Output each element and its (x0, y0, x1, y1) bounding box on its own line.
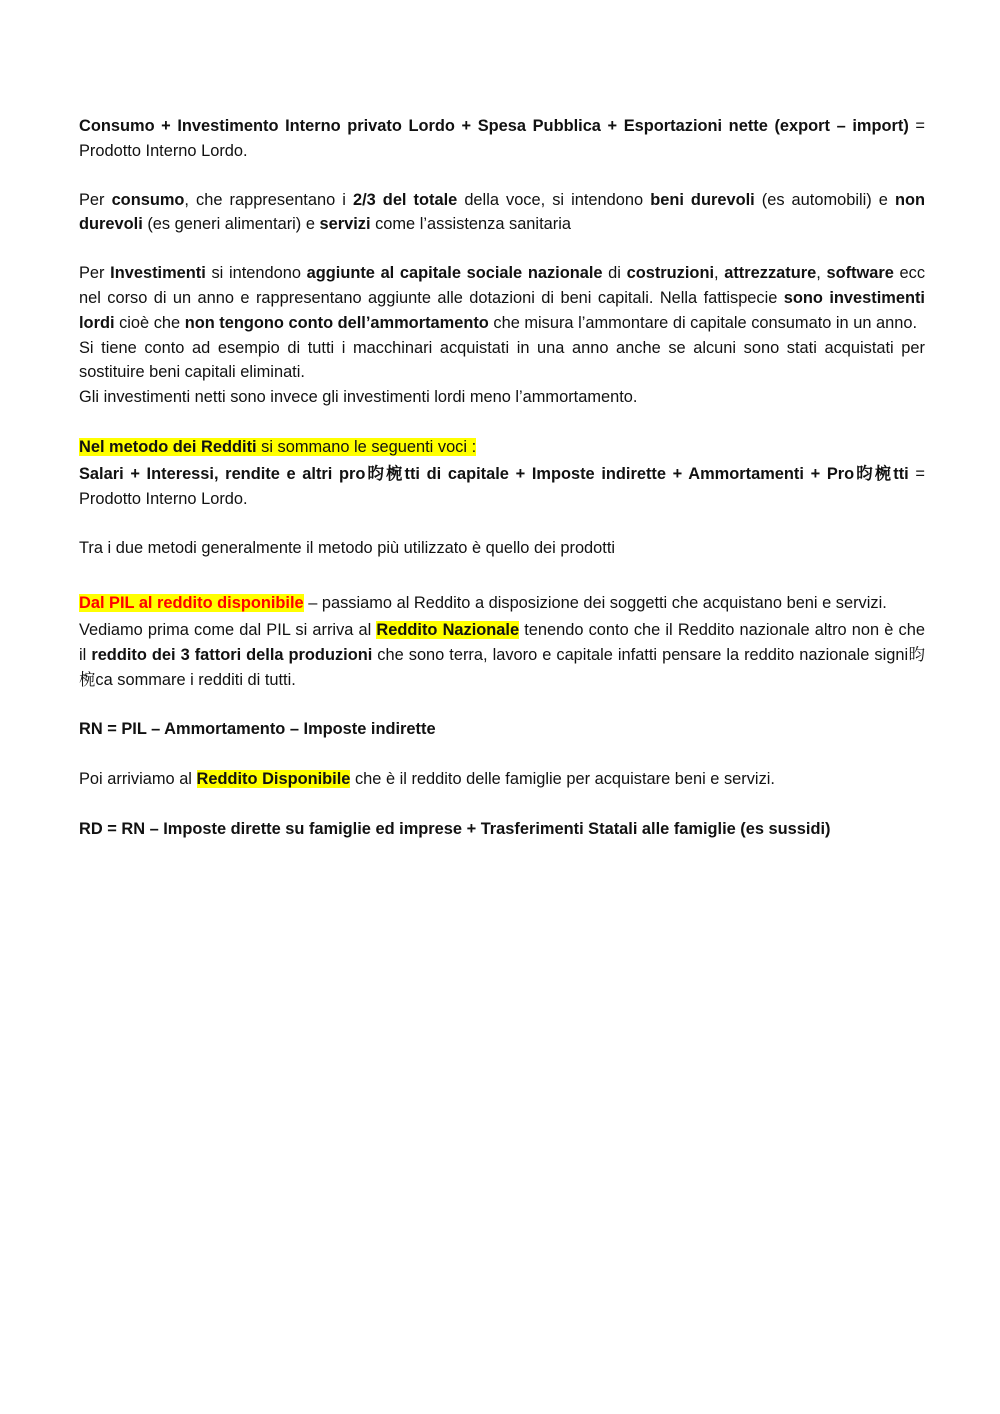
text-run: che sono terra, lavoro e capitale infatti pensare la reddito nazionale signi昀椀ca sommare i redditi di tutti. (79, 645, 925, 689)
reddito-nazionale-paragraph (79, 618, 925, 692)
term-investimenti-lordi: sono investimenti lordi (79, 288, 925, 332)
text-run: Poi arriviamo al (79, 770, 197, 789)
text-run: Per (79, 190, 112, 209)
rd-formula-text: RD = RN – Imposte dirette su famiglie ed imprese + Trasferimenti Statali alle famiglie (es sussidi) (79, 819, 831, 838)
text-run: , che rappresentano i (184, 190, 353, 209)
term-beni-durevoli: beni durevoli (650, 190, 755, 209)
reddito-disponibile-paragraph (79, 767, 925, 792)
pil-expenditure-formula (79, 114, 925, 164)
formula-result: = Prodotto Interno Lordo. (79, 464, 925, 508)
term-two-thirds: 2/3 del totale (352, 190, 458, 209)
highlighted-heading (79, 438, 476, 456)
pil-reddito-paragraph (79, 591, 925, 616)
term-reddito-nazionale: Reddito Nazionale (376, 620, 520, 639)
text-run: (es automobili) e (754, 190, 895, 209)
text-run: come l’assistenza sanitaria (370, 215, 571, 234)
text-run: Per (79, 264, 111, 283)
text-run: che misura l’ammontare di capitale consumato in un anno. (488, 313, 918, 332)
term-ammortamento: non tengono conto dell’ammortamento (184, 313, 489, 332)
text-run: Vediamo prima come dal PIL si arriva al (79, 620, 377, 639)
investimenti-netti-paragraph: Gli investimenti netti sono invece gli investimenti lordi meno l’ammortamento. (79, 388, 638, 407)
formula-result: = Prodotto Interno Lordo. (79, 117, 925, 160)
text-run: cioè che (114, 313, 185, 332)
metodo-redditi-heading (79, 435, 925, 460)
text-run: , (714, 264, 725, 283)
term-metodo-redditi: Nel metodo dei Redditi (79, 437, 257, 456)
term-attrezzature: attrezzature (724, 264, 817, 283)
text-run: si intendono (205, 264, 307, 283)
text-run: (es generi alimentari) e (142, 215, 320, 234)
metodi-comparison-paragraph: Tra i due metodi generalmente il metodo più utilizzato è quello dei prodotti (79, 539, 616, 558)
rn-formula-text: RN = PIL – Ammortamento – Imposte indirette (79, 720, 436, 739)
term-non-durevoli: non durevoli (79, 190, 925, 234)
section-title-red: Dal PIL al reddito disponibile (79, 594, 304, 613)
document-body (79, 114, 925, 842)
term-consumo: consumo (111, 190, 185, 209)
text-run: si sommano le seguenti voci : (256, 437, 477, 456)
formula-bold: Consumo + Investimento Interno privato Lordo + Spesa Pubblica + Esportazioni nette (export – import) (79, 117, 909, 135)
rn-formula (79, 717, 925, 742)
term-fattori-produzione: reddito dei 3 fattori della produzioni (91, 645, 373, 664)
term-aggiunte-capitale: aggiunte al capitale sociale nazionale (306, 264, 603, 283)
text-run: tenendo conto che il Reddito nazionale altro non è che il (79, 620, 925, 664)
text-run: – passiamo al Reddito a disposizione dei soggetti che acquistano beni e servizi. (303, 594, 887, 613)
rd-formula (79, 817, 925, 842)
consumo-paragraph (79, 188, 925, 238)
text-run: ecc nel corso di un anno e rappresentano aggiunte alle dotazioni di beni capitali. Nella fattispecie (79, 264, 926, 307)
text-run: di (602, 264, 627, 283)
pil-income-formula (79, 462, 925, 512)
text-run: che è il reddito delle famiglie per acquistare beni e servizi. (350, 770, 775, 789)
text-run: della voce, si intendono (457, 190, 651, 209)
term-investimenti: Investimenti (110, 264, 206, 283)
term-servizi: servizi (319, 215, 371, 234)
term-reddito-disponibile: Reddito Disponibile (196, 770, 351, 789)
text-run: , (816, 264, 827, 283)
macchinari-paragraph: Si tiene conto ad esempio di tutti i macchinari acquistati in una anno anche se alcuni sono stati acquistati per sostituire beni capitali eliminati. (79, 338, 925, 382)
formula-bold: Salari + Interessi, rendite e altri pro昀椀tti di capitale + Imposte indirette + Ammortamenti + Pro昀椀tti (79, 464, 909, 483)
investimenti-paragraph (79, 261, 925, 335)
term-software: software (826, 264, 894, 283)
term-costruzioni: costruzioni (626, 264, 715, 283)
